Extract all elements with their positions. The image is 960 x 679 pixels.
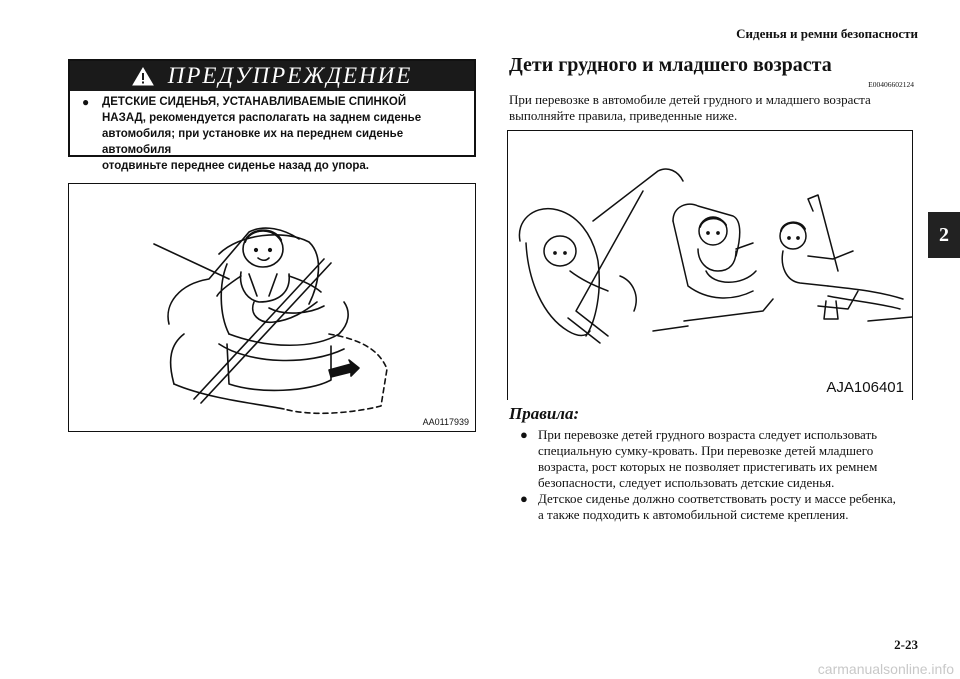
figure-right-code: AJA106401 [826,379,904,396]
bullet-icon: ● [520,491,528,506]
figure-rear-facing-seat [68,183,476,432]
warning-box [68,59,476,172]
chapter-tab: 2 [928,212,960,258]
intro-text [509,92,919,124]
rule-line: Детское сиденье должно соответствовать росту и массе ребенка, [538,491,896,506]
rear-facing-child-seat-illustration [69,184,475,431]
bullet-icon: ● [82,95,90,109]
intro-line: При перевозке в автомобиле детей грудного и младшего возраста [509,92,871,107]
intro-line: выполняйте правила, приведенные ниже. [509,108,738,123]
warning-triangle-icon [132,67,154,86]
page-number: 2-23 [894,637,918,652]
rule-item [520,491,920,523]
warning-line: ДЕТСКИЕ СИДЕНЬЯ, УСТАНАВЛИВАЕМЫЕ СПИНКОЙ [102,96,407,108]
section-title: Дети грудного и младшего возраста [509,54,832,76]
warning-title: ПРЕДУПРЕЖДЕНИЕ [167,63,413,88]
child-restraints-illustration [508,131,912,399]
warning-text [70,91,474,174]
rules-title: Правила: [509,404,580,423]
running-head: Сиденья и ремни безопасности [736,26,918,41]
bullet-icon: ● [520,427,528,442]
warning-line: автомобиля; при установке их на переднем сиденье автомобиля [102,128,404,156]
figure-left-code: AA0117939 [422,417,469,427]
rule-line: возраста, рост которых не позволяет пристегивать их ремнем [538,459,878,474]
warning-header [70,61,474,91]
rule-line: а также подходить к автомобильной системе крепления. [538,507,849,522]
rule-line: безопасности, следует использовать детские сиденья. [538,475,835,490]
rule-item [520,427,920,491]
section-code: E00406602124 [868,80,914,89]
rule-line: При перевозке детей грудного возраста следует использовать [538,427,878,442]
figure-child-restraints [507,130,913,400]
rules-list [520,427,920,523]
warning-line: отодвиньте переднее сиденье назад до упора. [102,160,369,172]
rule-line: специальную сумку-кровать. При перевозке детей младшего [538,443,874,458]
watermark: carmanualsonline.info [817,661,954,677]
warning-line: НАЗАД, рекомендуется располагать на заднем сиденье [102,112,422,124]
